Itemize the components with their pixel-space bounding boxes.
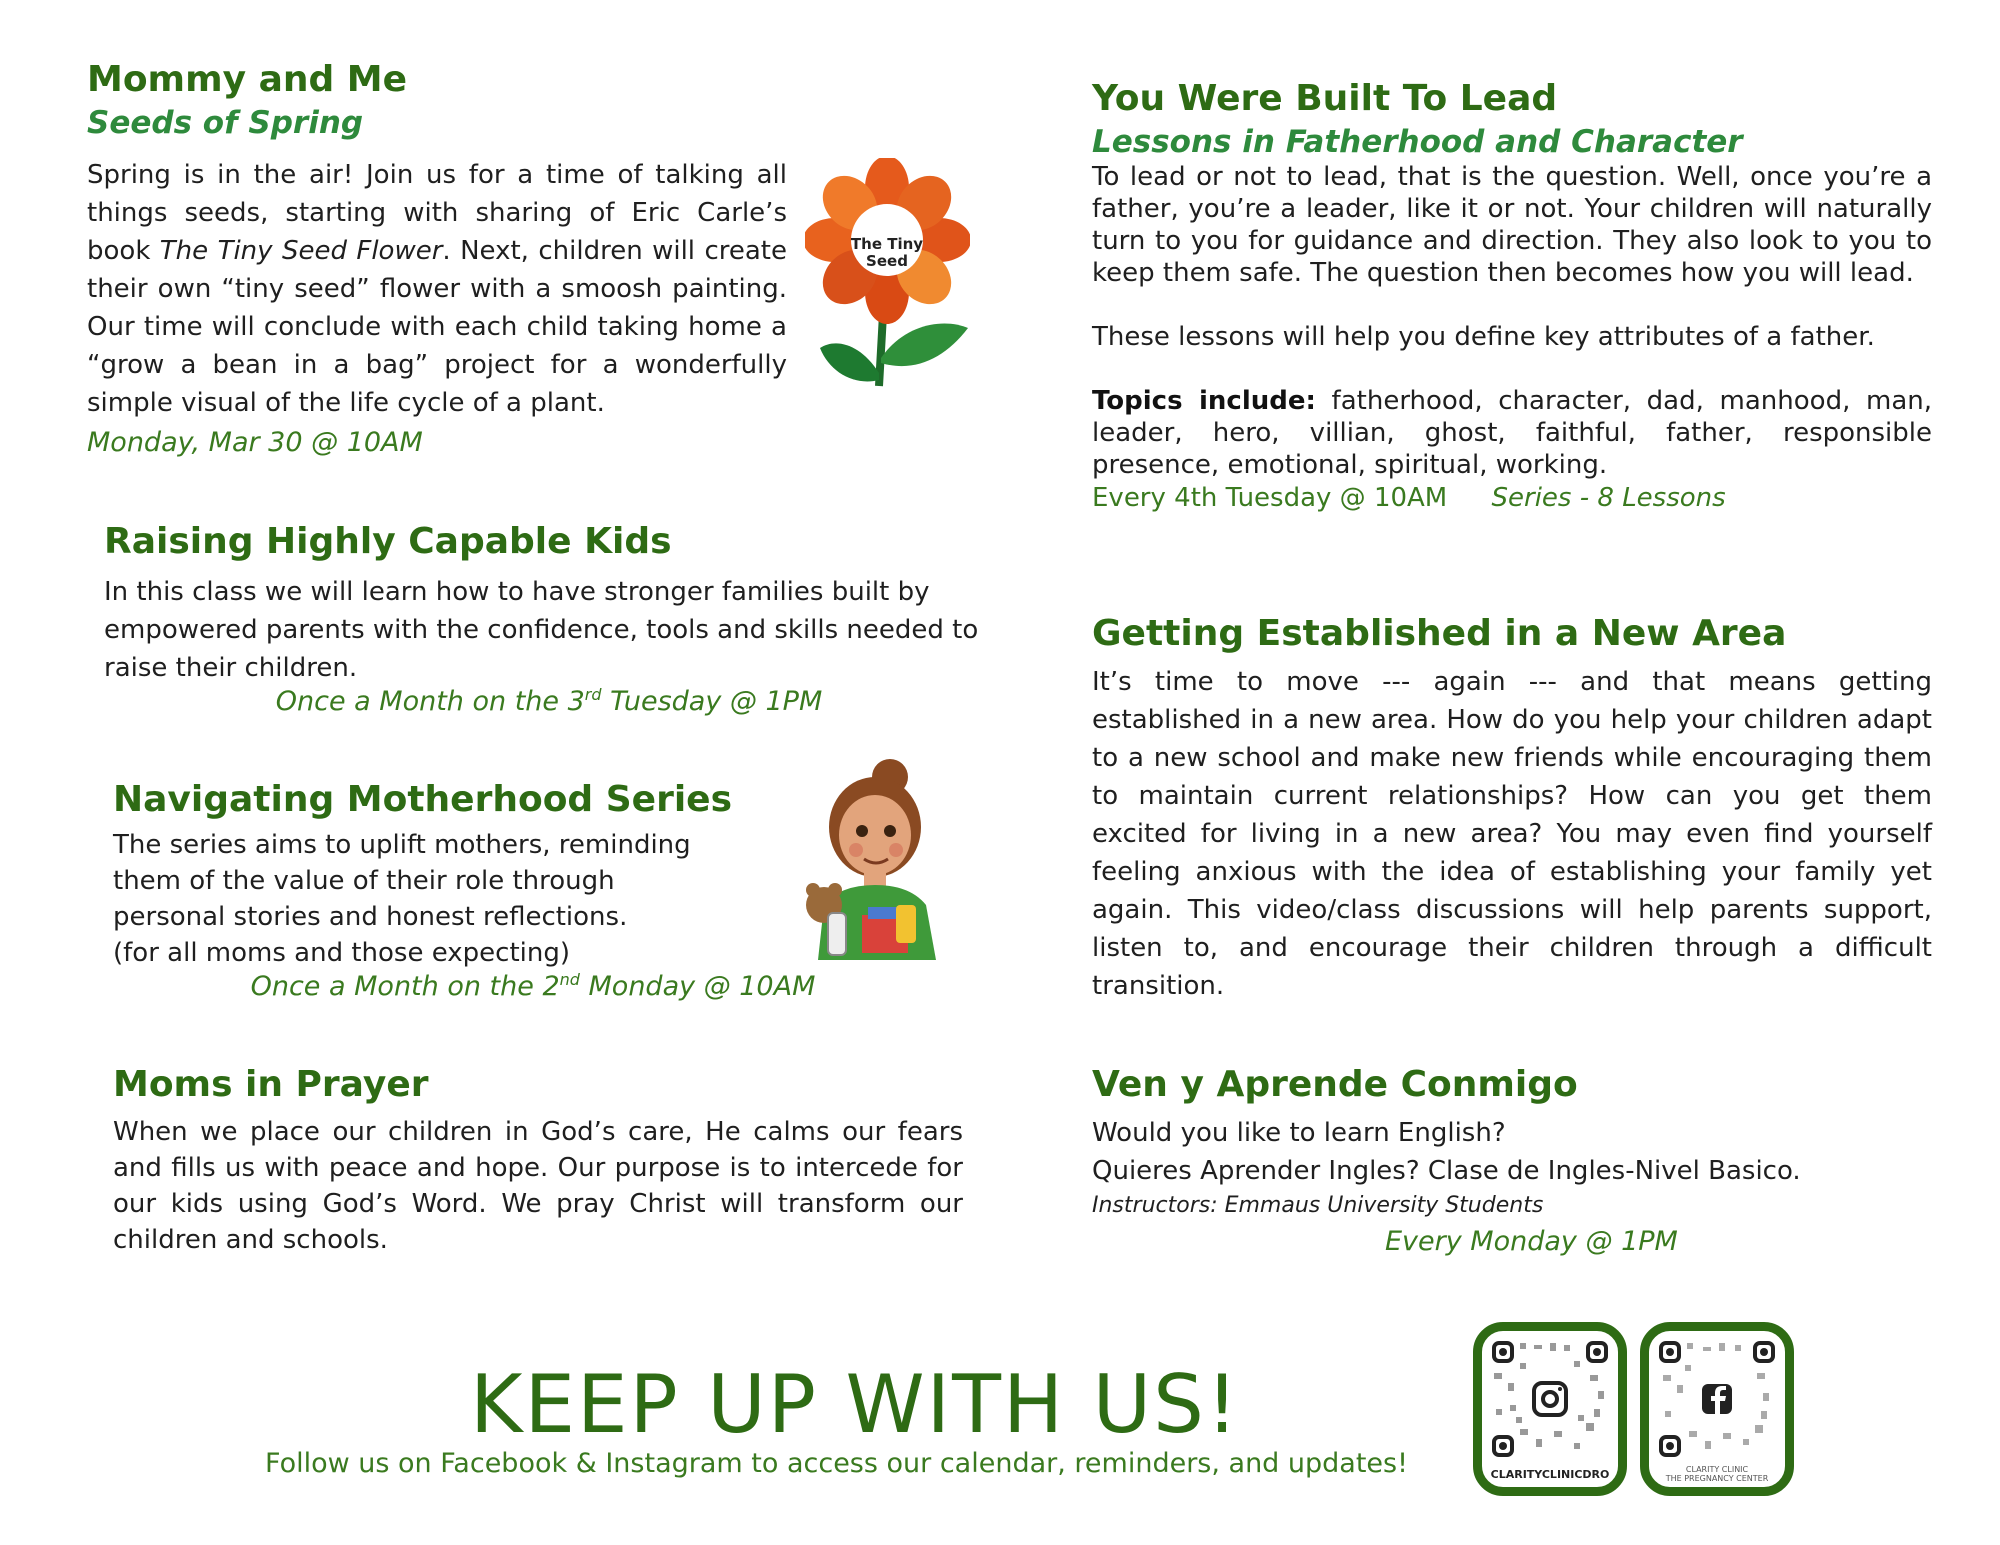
lead-schedule: Every 4th Tuesday @ 10AM — [1092, 483, 1448, 514]
ven-title: Ven y Aprende Conmigo — [1092, 1064, 1578, 1105]
mommy-description: Spring is in the air! Join us for a time of talking all things seeds, starting with sharing of Eric Carle’s book The Tiny Seed Flower. Next, children will create their own “tiny seed” flower with a smoosh painting. Our time will conclude with each child taking home a “grow a bean in a bag” project for a wonderfully simple visual of the life cycle of a plant. — [87, 160, 787, 418]
lead-section — [1092, 77, 1932, 515]
instagram-qr-code[interactable] — [1473, 1322, 1627, 1496]
mommy-section — [87, 58, 787, 142]
footer-tagline: Follow us on Facebook & Instagram to access our calendar, reminders, and updates! — [265, 1448, 1408, 1479]
facebook-qr-caption: CLARITY CLINIC THE PREGNANCY CENTER — [1665, 1465, 1769, 1483]
mommy-date: Monday, Mar 30 @ 10AM — [87, 427, 423, 458]
navigating-section — [113, 778, 813, 971]
lead-attributes-text: These lessons will help you define key attributes of a father. — [1092, 322, 1875, 353]
lead-series: Series - 8 Lessons — [1491, 483, 1726, 514]
ven-instructors: Instructors: Emmaus University Students — [1092, 1193, 1544, 1219]
navigating-title: Navigating Motherhood Series — [113, 779, 733, 820]
lead-title: You Were Built To Lead — [1092, 78, 1558, 119]
mommy-title: Mommy and Me — [87, 59, 408, 100]
established-section — [1092, 612, 1932, 1005]
topics-label: Topics include: — [1092, 386, 1316, 417]
mother-illustration — [800, 755, 950, 960]
lead-schedule-row — [1092, 481, 1932, 515]
book-cover-title: The Tiny Seed — [850, 235, 924, 270]
raising-date: Once a Month on the 3rd Tuesday @ 1PM — [275, 685, 823, 717]
mommy-subtitle: Seeds of Spring — [87, 105, 364, 142]
ven-section — [1092, 1063, 1932, 1222]
navigating-description: The series aims to uplift mothers, reminding them of the value of their role through personal stories and honest reflections. (for all moms and those expecting) — [113, 830, 691, 969]
lead-subtitle: Lessons in Fatherhood and Character — [1092, 124, 1743, 161]
ven-date: Every Monday @ 1PM — [1385, 1226, 1678, 1257]
lead-topics: Topics include: fatherhood, character, dad, manhood, man, leader, hero, villian, ghost, faithful, father, responsible presence, emotional, spiritual, working. — [1092, 386, 1932, 481]
flower-illustration — [805, 158, 970, 388]
raising-title: Raising Highly Capable Kids — [104, 521, 672, 562]
lead-description: To lead or not to lead, that is the question. Well, once you’re a father, you’re a leader, like it or not. Your children will naturally turn to you for guidance and direction. They also look to you to keep them safe. The question then becomes how you will lead. — [1092, 162, 1932, 289]
raising-description: In this class we will learn how to have stronger families built by empowered parents with the confidence, tools and skills needed to raise their children. — [104, 577, 979, 684]
established-description: It’s time to move --- again --- and that means getting established in a new area. How do you help your children adapt to a new school and make new friends while encouraging them to maintain current relationships? How can you get them excited for living in a new area? You may even find yourself feeling anxious with the idea of establishing your family yet again. This video/class discussions will help parents support, listen to, and encourage their children through a difficult transition. — [1092, 667, 1932, 1002]
qr-pattern — [1657, 1339, 1777, 1459]
instagram-qr-caption: CLARITYCLINICDRO — [1490, 1468, 1610, 1481]
facebook-qr-code[interactable] — [1640, 1322, 1794, 1496]
book-title: The Tiny Seed Flower — [159, 236, 443, 266]
raising-section — [104, 520, 994, 687]
qr-pattern — [1490, 1339, 1610, 1459]
ven-line-1: Would you like to learn English? — [1092, 1118, 1506, 1149]
navigating-date: Once a Month on the 2nd Monday @ 10AM — [250, 970, 816, 1002]
prayer-title: Moms in Prayer — [113, 1064, 429, 1105]
prayer-description: When we place our children in God’s care, He calms our fears and fills us with peace and hope. Our purpose is to intercede for our kids using God’s Word. We pray Christ will transform our children and schools. — [113, 1117, 963, 1256]
ven-line-2: Quieres Aprender Ingles? Clase de Ingles-Nivel Basico. — [1092, 1156, 1801, 1187]
established-title: Getting Established in a New Area — [1092, 613, 1787, 654]
prayer-section — [113, 1063, 963, 1258]
footer-headline: KEEP UP WITH US! — [470, 1358, 1241, 1451]
facebook-icon — [1702, 1384, 1732, 1414]
